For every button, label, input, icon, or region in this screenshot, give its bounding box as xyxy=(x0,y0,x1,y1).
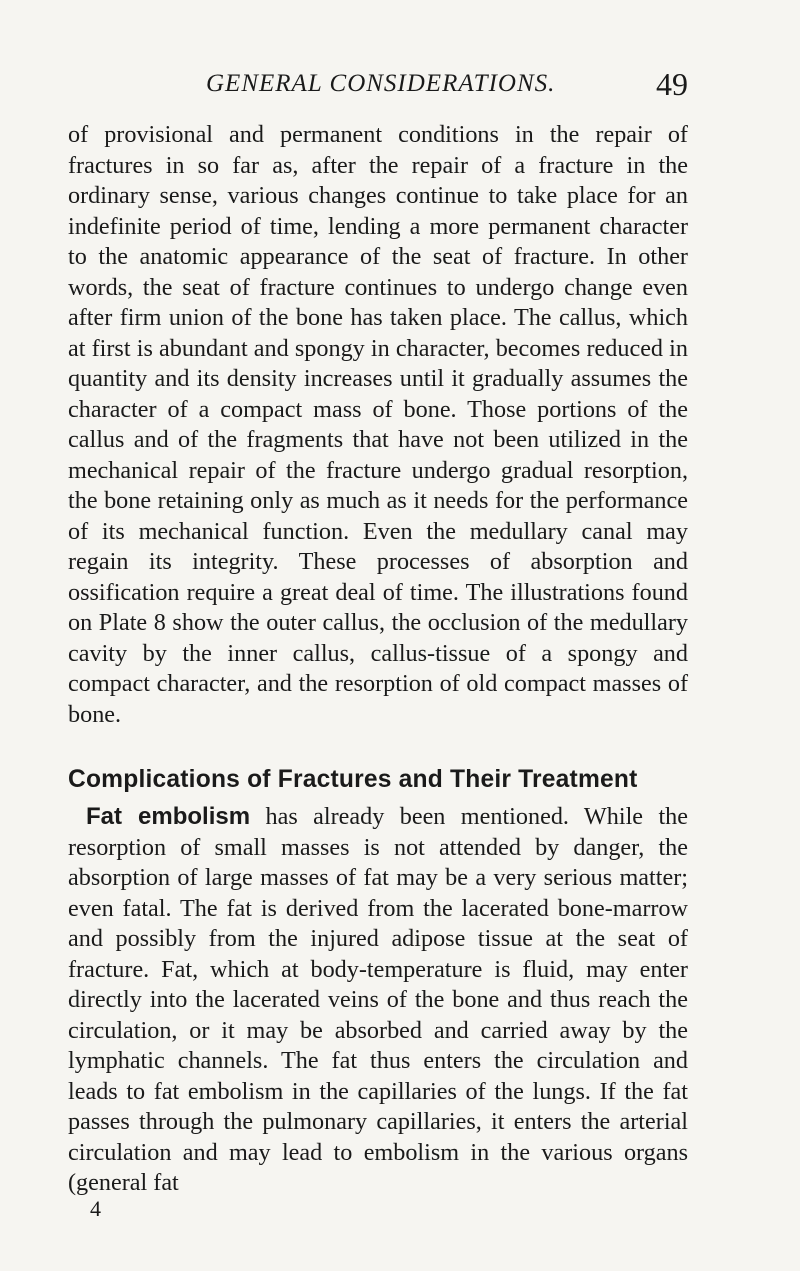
running-head xyxy=(68,66,688,110)
paragraph-fat-embolism-text: has already been mentioned. While the resorption of small masses is not attended by danger, the absorption of large masses of fat may be a very serious matter; even fatal. The fat is derived from the lacerated bone-marrow and possibly from the injured adipose tissue at the seat of fracture. Fat, which at body-temperature is fluid, may enter directly into the lacerated veins of the bone and thus reach the circulation, or it may be absorbed and carried away by the lymphatic channels. The fat thus enters the circulation and leads to fat embolism in the capillaries of the lungs. If the fat passes through the pulmonary capillaries, it enters the arterial circulation and may lead to embolism in the various organs (general fat xyxy=(68,803,688,1196)
running-title: GENERAL CONSIDERATIONS. xyxy=(206,70,556,97)
body-text xyxy=(68,120,688,1199)
paragraph-repair-of-fractures: of provisional and permanent conditions in the repair of fractures in so far as, after the repair of a fracture in the ordinary sense, various changes continue to take place for an indefinite period of time, lending a more permanent character to the anatomic appearance of the seat of fracture. In other words, the seat of fracture continues to undergo change even after firm union of the bone has taken place. The callus, which at first is abundant and spongy in character, becomes reduced in quantity and its density increases until it gradually assumes the character of a compact mass of bone. Those portions of the callus and of the fragments that have not been utilized in the mechanical repair of the fracture undergo gradual resorption, the bone retaining only as much as it needs for the performance of its mechanical function. Even the medullary canal may regain its integrity. These processes of absorption and ossification require a great deal of time. The illustrations found on Plate 8 show the outer callus, the occlusion of the medullary cavity by the inner callus, callus-tissue of a spongy and compact character, and the resorption of old compact masses of bone. xyxy=(68,121,688,728)
section-heading: Complications of Fractures and Their Treatment xyxy=(68,766,638,793)
signature-mark: 4 xyxy=(90,1196,101,1221)
run-in-heading: Fat embolism xyxy=(86,803,251,830)
page-number: 49 xyxy=(656,66,688,102)
paragraph-fat-embolism xyxy=(68,802,688,1199)
